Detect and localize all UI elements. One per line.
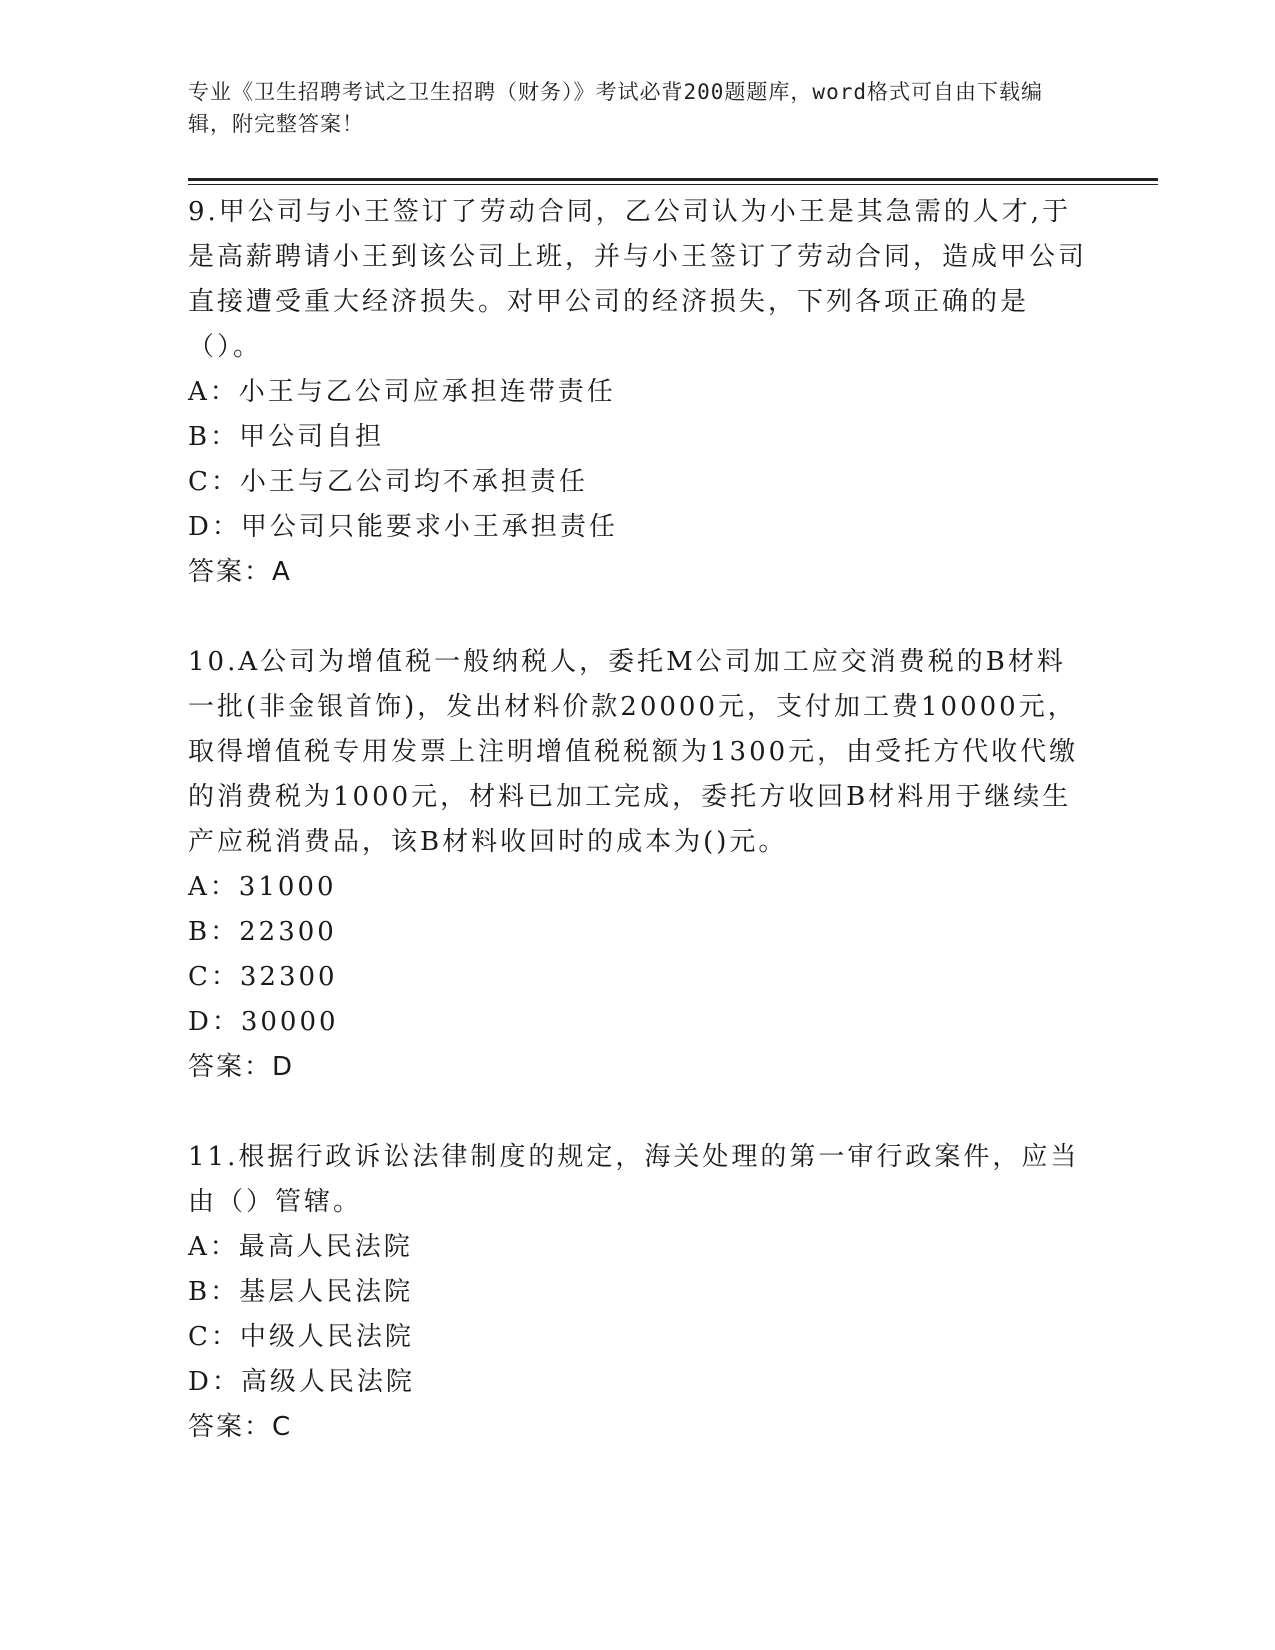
option-c: C：32300 xyxy=(188,962,338,992)
question-spacer xyxy=(188,595,1088,640)
answer-line: 答案：C xyxy=(188,1412,293,1442)
document-header: 专业《卫生招聘考试之卫生招聘（财务）》考试必背200题题库，word格式可自由下载编辑，附完整答案！ xyxy=(188,80,1043,136)
option-c: C：小王与乙公司均不承担责任 xyxy=(188,467,588,497)
option-d: D：甲公司只能要求小王承担责任 xyxy=(188,512,618,542)
answer-line: 答案：D xyxy=(188,1052,295,1082)
header-divider-thick xyxy=(188,178,1158,181)
option-b: B：甲公司自担 xyxy=(188,422,385,452)
option-c: C：中级人民法院 xyxy=(188,1322,414,1352)
question-9 xyxy=(188,190,1088,595)
answer-line: 答案：A xyxy=(188,557,292,587)
option-a: A：31000 xyxy=(188,872,337,902)
question-spacer xyxy=(188,1090,1088,1135)
option-d: D：30000 xyxy=(188,1007,339,1037)
question-list xyxy=(188,190,1088,1450)
question-10 xyxy=(188,640,1088,1090)
question-11 xyxy=(188,1135,1088,1450)
option-a: A：小王与乙公司应承担连带责任 xyxy=(188,377,616,407)
option-b: B：22300 xyxy=(188,917,337,947)
question-stem: 11.根据行政诉讼法律制度的规定，海关处理的第一审行政案件，应当由（）管辖。 xyxy=(188,1142,1080,1217)
option-d: D：高级人民法院 xyxy=(188,1367,415,1397)
question-stem: 10.A公司为增值税一般纳税人，委托M公司加工应交消费税的B材料一批(非金银首饰)，发出材料价款20000元，支付加工费10000元，取得增值税专用发票上注明增值税税额为1300元，由受托方代收代缴的消费税为1000元，材料已加工完成，委托方收回B材料用于继续生产应税消费品，该B材料收回时的成本为()元。 xyxy=(188,647,1079,857)
option-a: A：最高人民法院 xyxy=(188,1232,413,1262)
header-divider-thin xyxy=(188,184,1158,185)
question-stem: 9.甲公司与小王签订了劳动合同，乙公司认为小王是其急需的人才,于是高薪聘请小王到该公司上班，并与小王签订了劳动合同，造成甲公司直接遭受重大经济损失。对甲公司的经济损失，下列各项正确的是（）。 xyxy=(188,197,1088,362)
option-b: B：基层人民法院 xyxy=(188,1277,414,1307)
